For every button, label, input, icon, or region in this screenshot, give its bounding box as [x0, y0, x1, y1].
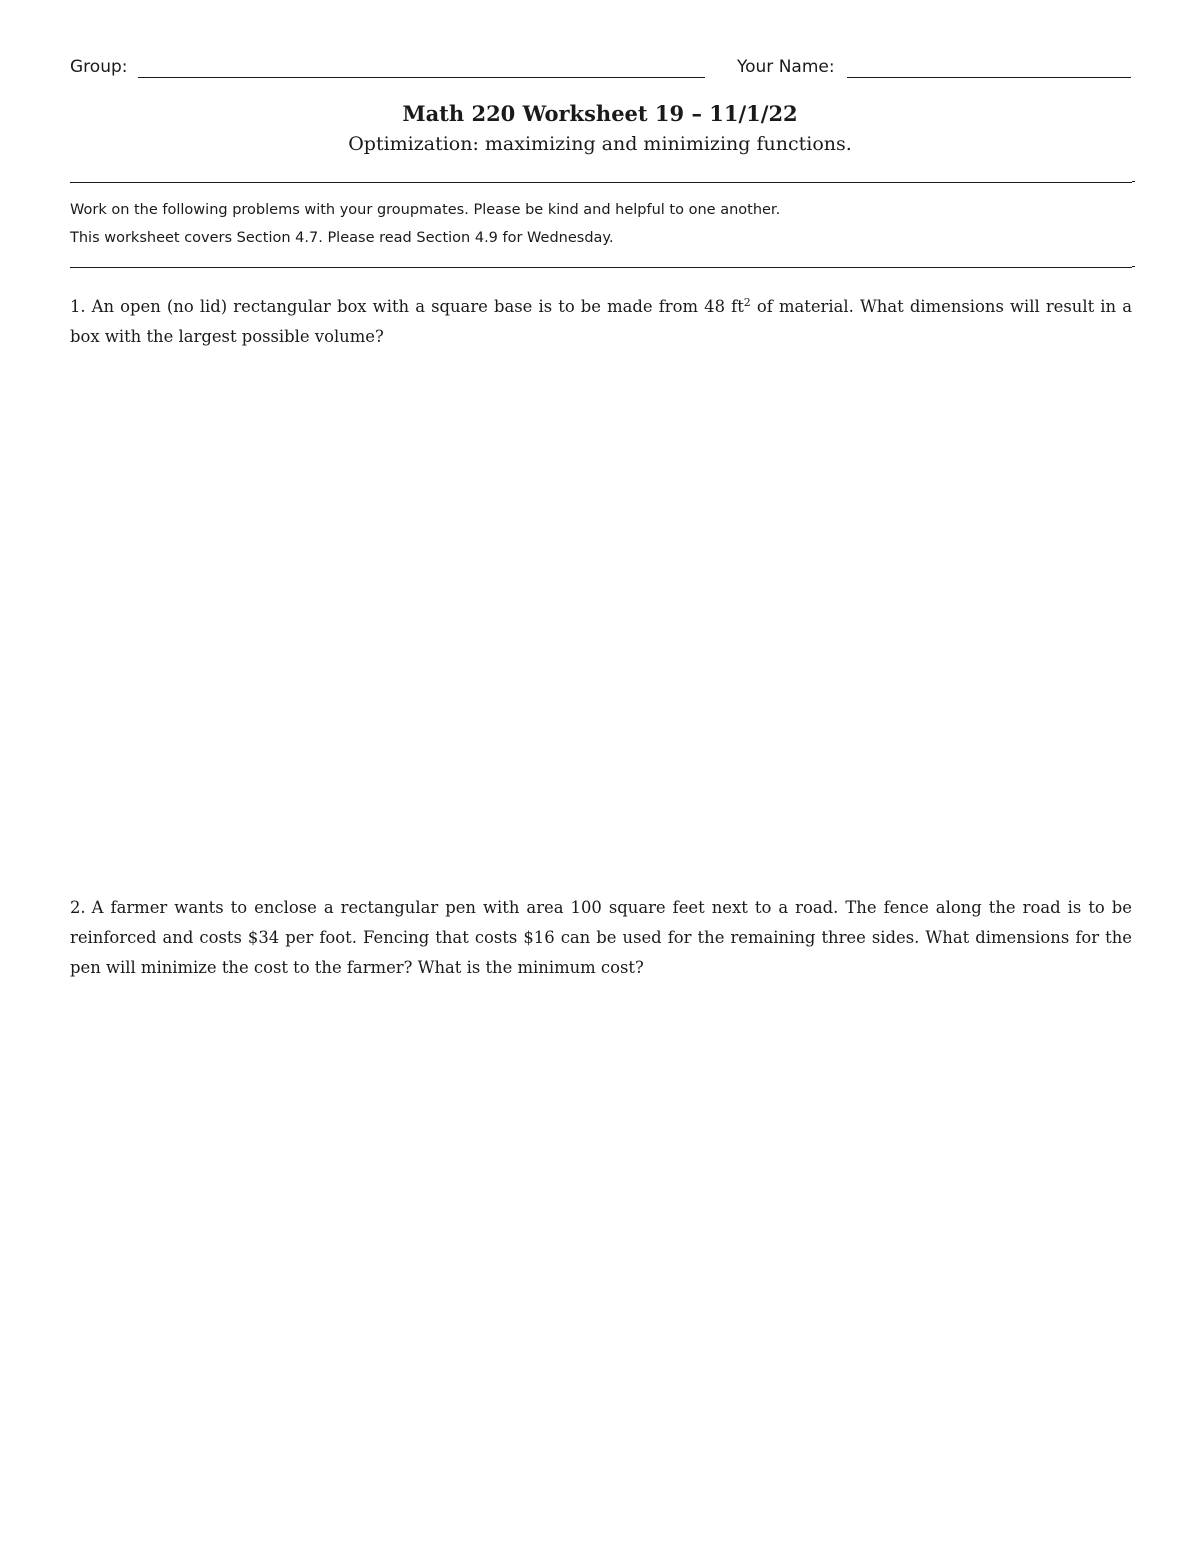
problem-number: 1.	[70, 297, 86, 316]
name-label: Your Name:	[737, 57, 835, 77]
instruction-note: Work on the following problems with your groupmates. Please be kind and helpful to one another.	[70, 202, 781, 218]
reading-note: This worksheet covers Section 4.7. Please read Section 4.9 for Wednesday.	[70, 230, 614, 246]
bottom-divider	[70, 267, 1132, 268]
problem-text: An open (no lid) rectangular box with a square base is to be made from 48 ft	[91, 297, 744, 316]
worksheet-subtitle: Optimization: maximizing and minimizing functions.	[348, 133, 852, 155]
problem-1	[70, 292, 1132, 352]
name-blank-line	[847, 77, 1131, 78]
superscript: 2	[743, 296, 751, 309]
problem-number: 2.	[70, 898, 86, 917]
group-blank-line	[138, 77, 705, 78]
problem-text: A farmer wants to enclose a rectangular pen with area 100 square feet next to a road. The fence along the road is to be reinforced and costs $34 per foot. Fencing that costs $16 can be used for the remaining three sides. What dimensions for the pen will minimize the cost to the farmer? What is the minimum cost?	[70, 898, 1132, 977]
top-divider	[70, 182, 1132, 183]
group-label: Group:	[70, 57, 128, 77]
problem-2	[70, 893, 1132, 983]
worksheet-title: Math 220 Worksheet 19 – 11/1/22	[402, 101, 798, 126]
problem-text: of material. What dimensions will result in a box with the largest possible volume?	[70, 297, 1132, 346]
